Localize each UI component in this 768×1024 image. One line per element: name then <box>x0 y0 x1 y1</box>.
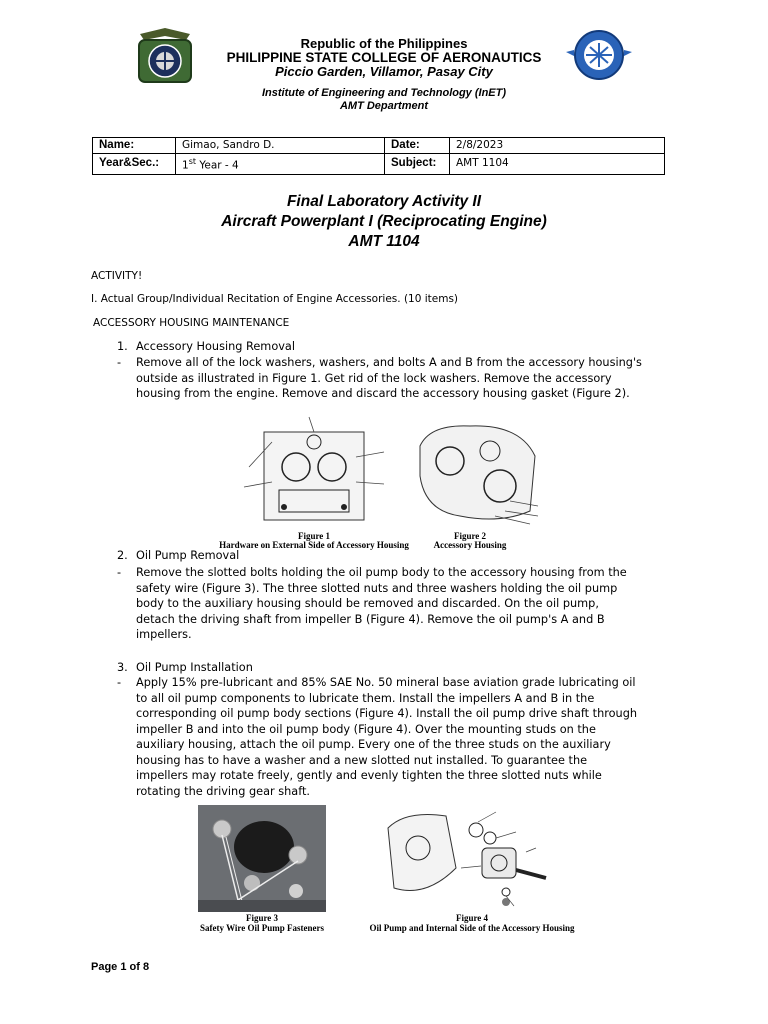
paragraph-line: safety wire (Figure 3). The three slotted nuts and three washers holding the oil pump <box>136 581 618 595</box>
college-address: Piccio Garden, Villamor, Pasay City <box>275 64 493 79</box>
paragraph-line: housing has to have a washer and a new slotted nut installed. To guarantee the <box>136 753 588 767</box>
paragraph-line: Remove the slotted bolts holding the oil pump body to the accessory housing from the <box>136 566 627 579</box>
paragraph-line: housing from the engine. Remove and discard the accessory housing gasket (Figure 2). <box>136 387 630 400</box>
figure-3-title: Figure 3 <box>245 913 279 923</box>
activity-label: ACTIVITY! <box>91 270 143 282</box>
item-title: Oil Pump Removal <box>136 549 240 562</box>
paragraph-line: to all oil pump components to lubricate them. Install the impellers A and B in the <box>136 691 595 705</box>
paragraph-line: outside as illustrated in Figure 1. Get rid of the lock washers. Remove the accessory <box>136 371 612 385</box>
item-dash: - <box>117 676 122 689</box>
item-paragraph <box>136 675 681 799</box>
item-number: 2. <box>117 549 128 562</box>
figure-4-caption: Oil Pump and Internal Side of the Accessory Housing <box>369 923 575 933</box>
item-title: Accessory Housing Removal <box>136 340 295 353</box>
institute-name: Institute of Engineering and Technology (InET) <box>261 87 507 99</box>
paragraph-line: impellers. <box>136 628 192 641</box>
item-paragraph <box>136 355 681 402</box>
country-line: Republic of the Philippines <box>300 36 468 51</box>
figure-1-caption: Hardware on External Side of Accessory Housing <box>219 540 409 550</box>
figure-1-image <box>224 412 404 530</box>
paragraph-line: Remove all of the lock washers, washers, and bolts A and B from the accessory housing's <box>136 356 642 369</box>
figure-4-title: Figure 4 <box>455 913 489 923</box>
paragraph-line: body to the auxiliary housing should be removed and discarded. On the oil pump, <box>136 597 599 610</box>
item-paragraph <box>136 565 681 643</box>
paragraph-line: impeller B and into the oil pump body (Figure 4). Over the mounting studs on the <box>136 722 596 736</box>
paragraph-line: auxiliary housing, attach the oil pump. Every one of the three studs on the auxiliary <box>136 738 611 751</box>
paragraph-line: detach the driving shaft from impeller B (Figure 4). Remove the oil pump's A and B <box>136 612 605 626</box>
student-info-table <box>92 137 665 175</box>
date-value: 2/8/2023 <box>450 138 665 154</box>
figure-2-image <box>410 416 550 530</box>
page-number: Page 1 of 8 <box>91 961 150 973</box>
name-label: Name: <box>93 138 176 154</box>
item-number: 1. <box>117 340 128 353</box>
figure-2-caption: Accessory Housing <box>433 540 507 550</box>
figure-3-caption: Safety Wire Oil Pump Fasteners <box>200 923 324 933</box>
section-heading: ACCESSORY HOUSING MAINTENANCE <box>93 317 290 329</box>
year-ordinal: st <box>188 157 196 166</box>
paragraph-line: corresponding oil pump body sections (Figure 4). Install the oil pump drive shaft through <box>136 707 638 720</box>
department-name: AMT Department <box>339 100 428 112</box>
figure-3-photo <box>198 805 326 912</box>
item-dash: - <box>117 356 122 369</box>
college-name: PHILIPPINE STATE COLLEGE OF AERONAUTICS <box>226 50 542 65</box>
subject-label: Subject: <box>385 154 450 175</box>
date-label: Date: <box>385 138 450 154</box>
figure-4-image <box>386 808 558 912</box>
item-number: 3. <box>117 661 128 674</box>
section-instruction: I. Actual Group/Individual Recitation of Engine Accessories. (10 items) <box>91 293 459 305</box>
course-title: Aircraft Powerplant I (Reciprocating Engine) <box>221 213 547 230</box>
activity-title: Final Laboratory Activity II <box>286 193 482 210</box>
paragraph-line: impellers may rotate freely, gently and evenly tighten the three slotted nuts while <box>136 769 602 782</box>
paragraph-line: rotating the driving gear shaft. <box>136 784 311 798</box>
yearsec-value <box>176 154 385 175</box>
year-rest: Year - 4 <box>196 159 239 172</box>
info-row <box>93 138 665 154</box>
figure-1-title: Figure 1 <box>297 531 331 541</box>
info-row <box>93 154 665 175</box>
subject-value: AMT 1104 <box>450 154 665 175</box>
item-dash: - <box>117 566 122 579</box>
paragraph-line: Apply 15% pre-lubricant and 85% SAE No. 50 mineral base aviation grade lubricating oil <box>136 676 636 689</box>
name-value: Gimao, Sandro D. <box>176 138 385 154</box>
figure-2-title: Figure 2 <box>453 531 487 541</box>
year-number: 1 <box>182 159 189 172</box>
course-code: AMT 1104 <box>348 233 420 250</box>
yearsec-label: Year&Sec.: <box>93 154 176 175</box>
item-title: Oil Pump Installation <box>136 661 253 674</box>
